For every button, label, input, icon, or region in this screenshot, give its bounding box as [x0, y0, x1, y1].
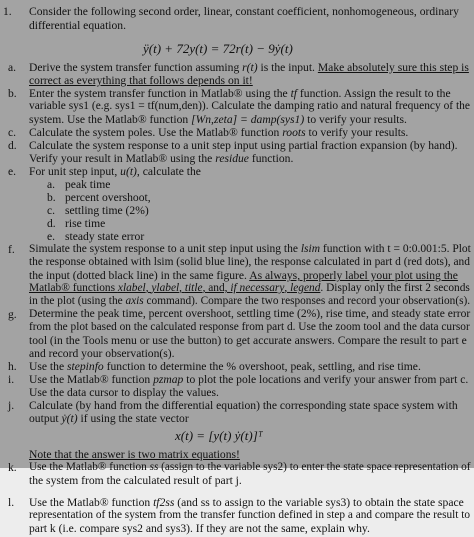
item-h-label: h. [8, 360, 17, 373]
item-f-line-3: the input (dotted black line) in the same figure. As always, properly label your plot using the [29, 269, 458, 282]
item-f-line-2: the response obtained with lsim (solid blue line), the response calculated in part d (red dots), and [29, 256, 470, 268]
item-l-label: l. [8, 496, 15, 509]
item-j-label: j. [8, 399, 15, 412]
item-b-line-2: variable sys1 (e.g. sys1 = tf(num,den)). Calculate the damping ratio and natural frequency of the [29, 100, 470, 112]
item-b-line-1: Enter the system transfer function in Matlab® using the tf function. Assign the result to the [29, 87, 451, 100]
item-l-line-1: Use the Matlab® function tf2ss (and ss to assign to the variable sys3) to obtain the state space [29, 496, 464, 509]
item-c-label: c. [8, 126, 17, 139]
item-l-line-2: representation of the system from the transfer function defined in step a and compare the result to [29, 509, 471, 521]
item-i-label: i. [8, 373, 15, 386]
item-e-sub-text: percent overshoot, [65, 191, 151, 204]
item-d-line-2: Verify your result in Matlab® using the residue function. [29, 152, 294, 165]
item-k-line-1: Use the Matlab® function ss (assign to the variable sys2) to enter the state space representation of [29, 461, 471, 473]
item-e-sub-text: peak time [65, 178, 111, 191]
item-e-sub-label: d. [47, 217, 56, 230]
item-g-line-3: tool (in the Tools menu or use the button) to get accurate answers. Compare the result to part e [29, 334, 467, 347]
intro-line-1: Consider the following second order, linear, constant coefficient, nonhomogeneous, ordinary [29, 5, 459, 18]
item-a-line-1: Derive the system transfer function assuming r(t) is the input. Make absolutely sure this step is [29, 61, 469, 74]
item-g-line-4: and record your observation(s). [29, 347, 175, 360]
item-f-line-4: Matlab® functions xlabel, ylabel, title, and, if necessary, legend. Display only the first 2 seconds [29, 282, 470, 294]
intro-line-2: differential equation. [29, 19, 127, 32]
item-f-label: f. [8, 243, 15, 256]
item-e-line-1: For unit step input, u(t), calculate the [29, 165, 201, 178]
item-b-line-3: system. Use the Matlab® function [Wn,zeta] = damp(sys1) to verify your results. [29, 113, 407, 126]
item-e-sub-text: rise time [65, 217, 106, 230]
item-a-label: a. [8, 61, 17, 74]
item-e-sub-label: e. [47, 230, 56, 243]
item-a-line-2: correct as everything that follows depends on it! [29, 74, 253, 87]
item-b-label: b. [8, 87, 17, 100]
item-j-line-2: output ẏ(t) if using the state vector [29, 412, 189, 425]
item-e-sub-text: settling time (2%) [65, 204, 149, 217]
item-g-line-2: from the plot based on the calculated response from part d. Use the zoom tool and the data cursor [29, 321, 470, 333]
item-i-line-1: Use the Matlab® function pzmap to plot the pole locations and verify your answer from part c. [29, 373, 469, 386]
item-e-sub-label: a. [47, 178, 56, 191]
item-f-line-1: Simulate the system response to a unit step input using the lsim function with t = 0:0.001:5. Plot [29, 243, 471, 255]
item-k-line-2: the system from the calculated result of part j. [29, 474, 242, 487]
item-i-line-2: Use the data cursor to display the values. [29, 386, 219, 399]
item-e-sub-text: steady state error [65, 230, 145, 243]
item-g-label: g. [8, 308, 17, 321]
item-h-line-1: Use the stepinfo function to determine the % overshoot, peak, settling, and rise time. [29, 360, 421, 373]
item-l-line-3: part k (i.e. compare sys2 and sys3). If they are not the same, explain why. [29, 522, 370, 535]
state-vector-equation: x(t) = [y(t) ẏ(t)]ᵀ [175, 428, 263, 443]
item-j-line-1: Calculate (by hand from the differential equation) the corresponding state space system with [29, 399, 458, 412]
item-e-label: e. [8, 165, 17, 178]
item-d-line-1: Calculate the system response to a unit step input using partial fraction expansion (by hand). [29, 139, 458, 152]
item-g-line-1: Determine the peak time, percent overshoot, settling time (2%), rise time, and steady state error [29, 308, 471, 320]
item-e-sub-label: b. [47, 191, 56, 204]
item-e-sub-label: c. [47, 204, 56, 217]
item-j-note: Note that the answer is two matrix equations! [29, 448, 240, 461]
item-d-label: d. [8, 139, 17, 152]
differential-equation: ÿ(t) + 72y(t) = 72r(t) − 9ẏ(t) [143, 41, 293, 56]
item-f-line-5: in the plot (using the axis command). Compare the two responses and record your observation(s). [29, 295, 471, 307]
problem-number: 1. [3, 5, 12, 18]
item-c-line-1: Calculate the system poles. Use the Matlab® function roots to verify your results. [29, 126, 409, 139]
item-k-label: k. [8, 461, 17, 474]
